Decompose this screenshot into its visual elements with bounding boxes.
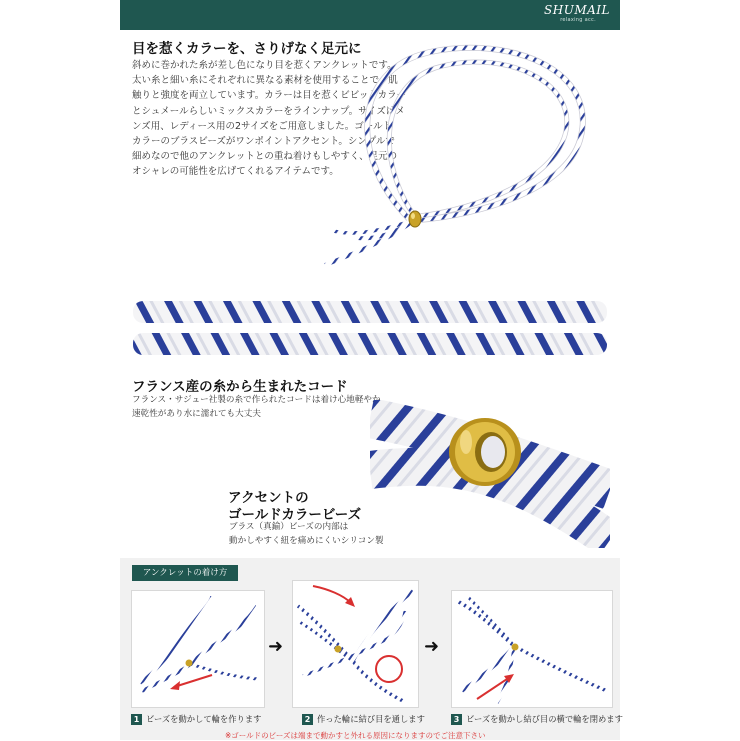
- step-1-illustration: [131, 590, 265, 708]
- cord-description: [132, 393, 381, 421]
- step-number: 1: [131, 714, 142, 725]
- header-bar: [120, 0, 620, 30]
- gold-bead: [335, 646, 342, 653]
- intro-line: とシュメールらしいミックスカラーをラインナップ。サイズはメ: [132, 105, 405, 117]
- cord-line: フランス・サジュー社製の糸で作られたコードは着け心地軽やか: [132, 395, 381, 405]
- how-to-tag: アンクレットの着け方: [132, 565, 238, 581]
- bead-closeup-photo: [370, 400, 610, 548]
- step-3-illustration: [451, 590, 613, 708]
- intro-line: カラーのブラスビーズがワンポイントアクセント。シンプルで: [132, 136, 395, 148]
- step-2-illustration: [292, 580, 419, 708]
- step-text: ビーズを動かし結び目の横で輪を閉めます: [466, 714, 623, 724]
- intro-line: 太い糸と細い糸にそれぞれに異なる素材を使用することで、肌: [132, 75, 398, 87]
- cord-heading: フランス産の糸から生まれたコード: [132, 379, 348, 395]
- step-3-caption: [451, 713, 623, 725]
- brand-tagline: relaxing acc.: [560, 17, 596, 23]
- red-arrow: [174, 675, 212, 687]
- gold-bead: [512, 644, 519, 651]
- highlight-circle: [376, 656, 402, 682]
- beads-heading-line1: アクセントの: [228, 490, 309, 506]
- intro-heading: 目を惹くカラーを、さりげなく足元に: [132, 41, 362, 57]
- step-number: 3: [451, 714, 462, 725]
- anklet-photo: [310, 30, 610, 280]
- cord-closeup-photo: [133, 298, 607, 360]
- gold-bead: [186, 660, 193, 667]
- step-2-caption: [302, 713, 425, 725]
- arrow-right-icon: ➜: [424, 636, 440, 657]
- gold-bead: [409, 211, 421, 227]
- intro-line: 斜めに巻かれた糸が差し色になり目を惹くアンクレットです。: [132, 60, 397, 71]
- beads-description: [229, 520, 384, 548]
- intro-line: オシャレの可能性を広げてくれるアイテムです。: [132, 166, 339, 178]
- arrow-right-icon: ➜: [268, 636, 284, 657]
- intro-line: 触りと強度を両立しています。カラーは目を惹くビビットカラー: [132, 90, 407, 102]
- step-text: ビーズを動かして輪を作ります: [146, 714, 262, 724]
- step-text: 作った輪に結び目を通します: [317, 714, 425, 724]
- step-number: 2: [302, 714, 313, 725]
- step-1-caption: [131, 713, 261, 725]
- beads-heading-line2: ゴールドカラービーズ: [228, 507, 362, 523]
- cord-line: 速乾性があり水に濡れても大丈夫: [132, 409, 261, 419]
- beads-line: 動かしやすく紐を痛めにくいシリコン製: [229, 536, 384, 546]
- red-arrow: [313, 586, 351, 603]
- intro-line: 細めなので他のアンクレットとの重ね着けもしやすく、足元の: [132, 151, 398, 163]
- beads-line: ブラス（真鍮）ビーズの内部は: [229, 522, 349, 532]
- caution-note: ※ゴールドのビーズは端まで動かすと外れる原因になりますのでご注意下さい: [225, 731, 486, 740]
- intro-line: ンズ用、レディース用の2サイズをご用意しました。ゴールド: [132, 120, 393, 132]
- brand-logo: SHUMAIL: [544, 3, 610, 17]
